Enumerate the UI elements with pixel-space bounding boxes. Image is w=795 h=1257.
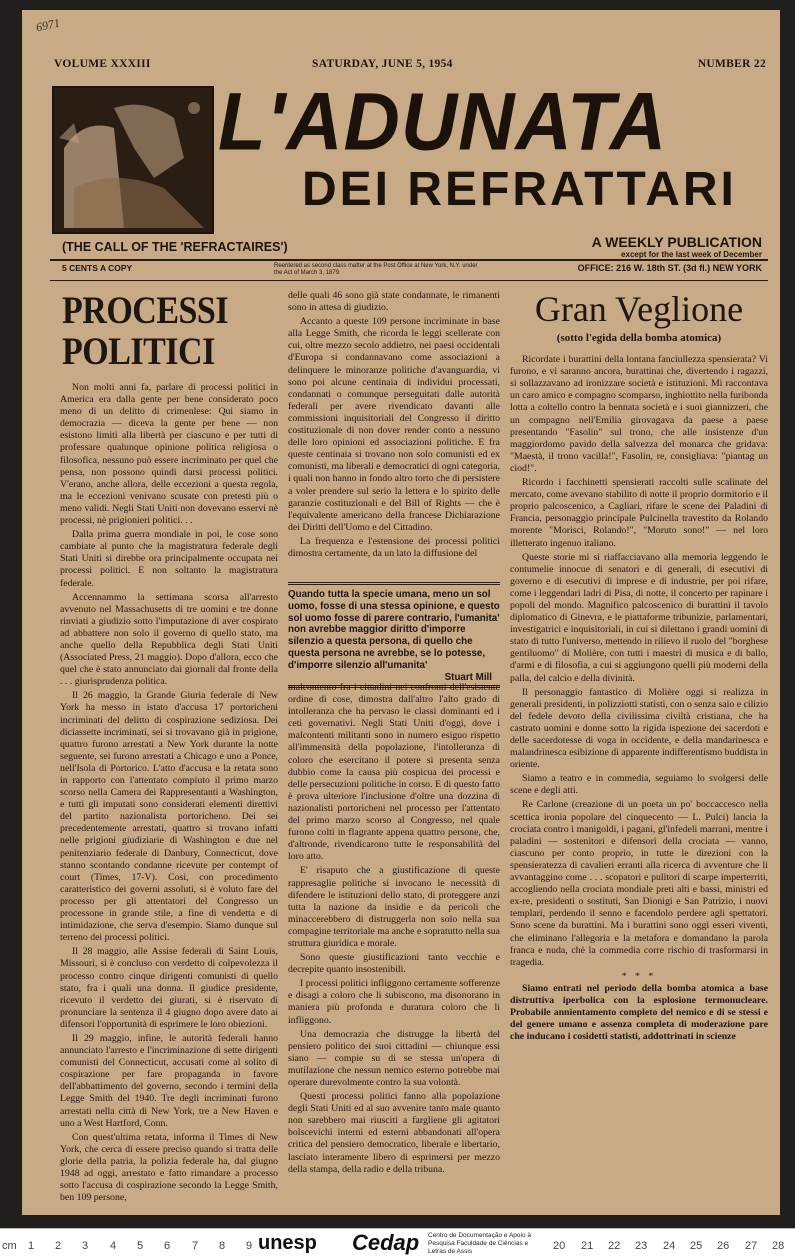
article-gran-veglione bbox=[510, 290, 768, 1210]
paragraph: Questi processi politici fanno alla popolazione degli Stati Uniti ed al suo avvenire tanto male quanto non sarebbero mai riusciti a fargliene gli agitatori bolscevichi interni ed esterni abbandonati all'opera critica del pensiero democratico, liberale e libertario, lasciato interamente libero di esprimersi per mezzo della stampa, della radio e della tribuna. bbox=[288, 1091, 500, 1175]
newspaper-title-line2: DEI REFRATTARI bbox=[302, 163, 737, 216]
cedap-logo: Cedap bbox=[352, 1230, 420, 1255]
ruler-unit: cm bbox=[2, 1240, 17, 1252]
quote-text: Quando tutta la specie umana, meno un sol uomo, fosse di una stessa opinione, e questo sol uomo fosse di parere contrario, l'umanita' non avrebbe maggior diritto d'imporre silenzio a questa persona, di quello che questa persona ne avrebbe, se lo potesse, d'imporre silenzio all'umanita' bbox=[288, 589, 500, 671]
ruler-number: 20 bbox=[553, 1240, 566, 1252]
paragraph: La frequenza e l'estensione dei processi politici dimostra certamente, da un lato la diffusione del bbox=[288, 535, 500, 559]
paragraph: delle quali 46 sono già state condannate, le rimanenti sono in attesa di giudizio. bbox=[288, 290, 500, 314]
masthead bbox=[52, 74, 760, 236]
ruler-number: 1 bbox=[28, 1240, 35, 1252]
price-label: 5 CENTS A COPY bbox=[62, 263, 133, 273]
issue-date: SATURDAY, JUNE 5, 1954 bbox=[312, 58, 453, 70]
ruler-number: 27 bbox=[745, 1240, 758, 1252]
quote-author: Stuart Mill bbox=[444, 671, 492, 683]
unesp-logo: unesp bbox=[258, 1232, 317, 1254]
paragraph: Dalla prima guerra mondiale in poi, le cose sono cambiate al punto che la magistratura federale degli Stati Uniti si direbbe ora principalmente occupata nei processi politici. E non soltanto la magistratura federale. bbox=[60, 529, 278, 589]
ruler-number: 2 bbox=[55, 1240, 62, 1252]
postal-entry-note: Reentered as second class matter at the Post Office at New York, N.Y. under the Act of March 3, 1879. bbox=[274, 263, 478, 276]
section-separator: * * * bbox=[621, 970, 657, 982]
paragraph: Accennammo la settimana scorsa all'arresto avvenuto nel Massachusetts di tre uomini e tre donne rinviati a giudizio sotto l'imputazione di aver cospirato ad abbattere non solo il governo di quello stato, ma anche quello della Repubblica degli Stati Uniti (Associated Press, 21 maggio). Dopo d'allora, ecco che quel che è stato annunciato dai giornali dal fronte della . . . giurisprudenza politica. bbox=[60, 591, 278, 688]
paragraph: Il 26 maggio, la Grande Giuria federale di New York ha messo in istato d'accusa 17 portoricheni incriminati del delitto di cospirazione sediziosa. Dei diciassette incriminati, sei si trovavano già in prigione, quattro furono arrestati a New York durante la notte seguente, sei furono arrestati a Chicago e uno a Ponce, nell'Isola di Portorico. L'atto d'accusa e la retata sono in rapporto con l'attentato compiuto il primo marzo scorso nella Camera dei Rappresentanti a Washington, e tutti gli imputati sono considerati elementi direttivi del partito nazionalista portoricheno. Dei sei precedentemente arrestati, quattro si trovano infatti nelle prigioni giudiziarie di Washington e due nel penitenziario federale di Danbury, Connecticut, dove stanno scontando condanne ricevute per contempt of court (Times, 17-V). Così, con procedimento caratteristico dei governi assoluti, si è voluto fare del processo per gli attentatori del Congresso un processone in grande stile, a fine di vendetta e di intimidazione, che serva d'esempio. Siamo dunque sul terreno dei processi politici. bbox=[60, 690, 278, 944]
article-continuation-top bbox=[288, 290, 500, 580]
paragraph: Queste storie mi si riaffacciavano alla memoria leggendo le contumelie innocue di senatori e di generali, di esecutivi di governo e di esecutivi di imprese e di industrie, per poi rifare, come i leggendari ladri di Pisa, di notte, il concerto per rapinare i popoli del mondo. Magnifico palcoscenico di burattini il tavolo diplomatico di Ginevra, e le piattaforme tribunizie, parlamentari, investigatrici e inquisitoriali, in cui si dilettano i grandi uomini di stato di tutto l'universo, mettendo in rilievo il ruolo del "borghese gentiluomo" di Molière, con tutti i maestri di musica e di ballo, d'armi e di filosofia, a cui si aggiungono quelli più moderni della palla, del calcio e della divinità. bbox=[510, 551, 768, 684]
ruler-number: 4 bbox=[110, 1240, 117, 1252]
article-subtitle: (sotto l'egida della bomba atomica) bbox=[556, 332, 722, 344]
paragraph: I processi politici infliggono certamente sofferenze e disagi a coloro che li subiscono, ma disonorano in maniera più profonda e duratura coloro che li infliggono. bbox=[288, 978, 500, 1026]
paragraph: Non molti anni fa, parlare di processi politici in America era dalla gente per bene considerato poco meno di un delitto di crimenlese: Qui siamo in democrazia — diceva la gente per bene — non esistono limiti alla libertà per ciascuno e per tutti di professare qualunque opinione politica religiosa o filosofica, nessuno può essere incriminato per quel che pensa, non possono quindi darsi processi politici. V'erano, anche allora, delle eccezioni a questa regola, ma le eccezioni venivano scusate con pretesti più o meno validi. Negli Stati Uniti non dovevano esservi nè processi, nè prigionieri politici. . . bbox=[60, 382, 278, 527]
ruler-number: 24 bbox=[663, 1240, 676, 1252]
scan-footer bbox=[0, 1228, 795, 1257]
ruler-number: 21 bbox=[581, 1240, 594, 1252]
cedap-caption: Centro de Documentação e Apoio à Pesquisa Faculdade de Ciências e Letras de Assis bbox=[428, 1232, 531, 1255]
publication-frequency bbox=[592, 234, 762, 259]
weekly-label: A WEEKLY PUBLICATION bbox=[591, 234, 762, 250]
masthead-illustration bbox=[52, 86, 214, 234]
divider bbox=[50, 280, 768, 281]
ruler-number: 6 bbox=[164, 1240, 171, 1252]
paragraph: Il 28 maggio, alle Assise federali di Saint Louis, Missouri, si è concluso con verdetto di colpevolezza il processo contro cinque dirigenti comunisti di quello stato, fra i quali una donna. Il giudice presidente, ricevuto il verdetto dei giurati, si è riservato di pronunciare la sentenza il 4 giugno dopo avere dato ai difensori l'opportunità di esprimere le loro obiezioni. bbox=[60, 946, 278, 1030]
handwritten-note: 6971 bbox=[34, 15, 62, 35]
weekly-note: except for the last week of December bbox=[621, 250, 762, 259]
volume-label: VOLUME XXXIII bbox=[54, 58, 151, 70]
paragraph: Ricordo i facchinetti spensierati raccolti sulle scalinate del mercato, come avevano stabilito di notte il proprio dormitorio e il proprio palcoscenico, a Cagliari, rifare le scene dei Paladini di Francia, personaggio principale Pulcinella travestito da Rolando morente "Morisci, Rolando!", "Moruto sono!" — nel loro illetterato ingenuo italiano. bbox=[510, 477, 768, 549]
paragraph: E' risaputo che a giustificazione di queste rappresaglie politiche si invocano le necessità di difendere le istituzioni dello stato, di proteggere anzi tutta la nazione da insidie e da pericoli che minaccerebbero di distruggerla non solo nella sua compagine territoriale ma anche e sopratutto nella sua struttura giuridica e morale. bbox=[288, 865, 500, 949]
ruler-number: 9 bbox=[246, 1240, 253, 1252]
ruler-number: 7 bbox=[192, 1240, 199, 1252]
paragraph: Ricordate i burattini della lontana fanciullezza spensierata? Vi furono, e vi saranno ancora, burattinai che, divertendo i ragazzi, si sollazzavano ad ironizzare società e istituzioni. Mi raccontava un caro amico e compagno scomparso, inghiottito nella furibonda lotta a coltello contro la bennata società e i suoi giannizzeri, che un compagno nell'Emilia girovagava da paese a paese presentando "Fasolin" sul trono, che alle insistenze d'un maggiordomo pavido della salvezza del monarca che gridava: "Maestà, il trono vacilla!", Fasolin, re, consigliava: "piantag un ciod!". bbox=[510, 354, 768, 474]
paragraph: Siamo entrati nel periodo della bomba atomica a base distruttiva iperbolica con la esplosione termonucleare. Probabile annientamento completo del nemico e di se stessi e del genere umano e assenza completa di moderazione pare che inducano i cosidetti statisti, addottrinati in scienze bbox=[510, 982, 768, 1043]
paragraph: Una democrazia che distrugge la libertà del pensiero politico dei suoi cittadini — chiunque essi siano — compie su di se stessa un'opera di mutilazione che nessun nemico esterno potrebbe mai operare durevolmente contro la sua volontà. bbox=[288, 1028, 500, 1088]
article-processi-politici bbox=[60, 290, 278, 1210]
paragraph: Re Carlone (creazione di un poeta un po' boccaccesco nella scettica ironia popolare del cinquecento — L. Pulci) lancia la crociata contro i manigoldi, i pagani, gl'infedeli marrani, mentre i paladini — sostenitori e difensori della crociata — vanno, ciascuno per conto proprio, in tutte le direzioni con la spensieratezza di cavalieri erranti alla ricerca di avventure che li avvantaggino come . . . scopatori e pulitori di scarpe imperterriti, accogliendo nella crociata mondiale preti alti e bassi, ministri ed ex-re, presidenti o sostituti, San Dionigi e San Patrizio, i nuovi templari, perdendo il senno e facendolo perdere agli spettatori. Sono scene da burattini. Ma i burattini sono oggi esseri viventi, che eliminano l'allegoria e la metafora e domandano la parola franca e nuda, chè la commedia corre rischio di trasformarsi in tragedia. bbox=[510, 799, 768, 968]
paragraph: malcontento fra i cittadini nei confronti dell'esistente ordine di cose, dimostra dall'altro l'alto grado di intolleranza che ha pervaso le classi dominanti ed i ceti governativi. Negli Stati Uniti d'oggi, dove i malcontenti militanti sono in numero esiguo rispetto all'immensità della popolazione, l'intolleranza di coloro che esercitano il potere si presenta senza dubbio come la causa più cospicua dei processi e delle persecuzioni politiche in corso. E di questo fatto è prova ulteriore l'inclusione d'oltre una dozzina di nazionalisti portoricheni nel processo per l'attentato del primo marzo scorso al Congresso, nel quale furono colti in flagrante appena quattro persone, che, d'altronde, rivendicarono tutte le responsabilità del loro atto. bbox=[288, 682, 500, 863]
ruler-number: 28 bbox=[772, 1240, 785, 1252]
ruler-number: 3 bbox=[82, 1240, 89, 1252]
issue-number: NUMBER 22 bbox=[697, 58, 766, 70]
divider bbox=[50, 259, 768, 261]
newspaper-page bbox=[22, 10, 780, 1215]
pull-quote bbox=[288, 582, 500, 688]
paragraph: Il personaggio fantastico di Molière oggi si realizza in generali presidenti, in polizziotti statisti, con o senza saio e cilizio del fedele devoto della civilissima civiltà cristiana, che ha castrato uomini e donne sotto la rigida ispezione dei sacerdoti e delle sacerdotesse di voga in occidente, e della mandarinesca e malandrinesca esibizione di apparente indifferentismo buddista in oriente. bbox=[510, 686, 768, 771]
article-continuation-bottom bbox=[288, 682, 500, 1210]
paragraph: Siamo a teatro e in commedia, seguiamo lo svolgersi delle scene e degli atti. bbox=[510, 773, 768, 797]
newspaper-title: L'ADUNATA bbox=[218, 74, 668, 168]
ruler-number: 8 bbox=[219, 1240, 226, 1252]
masthead-subtitle: (THE CALL OF THE 'REFRACTAIRES') bbox=[62, 240, 288, 254]
office-address: OFFICE: 216 W. 18th ST. (3d fl.) NEW YORK bbox=[577, 263, 762, 273]
paragraph: Con quest'ultima retata, informa il Times di New York, che cerca di essere preciso quando si tratta delle glorie della patria, la polizia federale ha, dal giugno 1948 ad oggi, arrestato e fatto rimandare a processo sotto l'accusa di cospirazione secondo la Legge Smith, ben 109 persone, bbox=[60, 1131, 278, 1204]
ruler-number: 22 bbox=[608, 1240, 621, 1252]
ruler-number: 23 bbox=[635, 1240, 648, 1252]
paragraph: Sono queste giustificazioni tanto vecchie e decrepite quanto insostenibili. bbox=[288, 952, 500, 976]
article-title: PROCESSI POLITICI bbox=[62, 290, 229, 374]
ruler-number: 25 bbox=[690, 1240, 703, 1252]
ruler-number: 26 bbox=[717, 1240, 730, 1252]
ruler-number: 5 bbox=[137, 1240, 144, 1252]
article-title: Gran Veglione bbox=[534, 290, 744, 329]
paragraph: Il 29 maggio, infine, le autorità federali hanno annunciato l'arresto e l'incriminazione di sette dirigenti comunisti del Connecticut, accusati come al solito di cospirazione per fare propaganda in favore dell'abbattimento del governo, secondo i termini della Legge Smith del 1940. Tre degli incriminati furono arrestati nella città di New York, tre a New Haven e uno a West Hartford, Conn. bbox=[60, 1032, 278, 1129]
paragraph: Accanto a queste 109 persone incriminate in base alla Legge Smith, che ricorda le leggi scellerate con cui, oltre mezzo secolo addietro, nei paesi occidentali d'Europa si condannavano come associazioni a delinquere le minoranze politiche d'avanguardia, vi sono poi alcune centinaia di individui processati, condannati o comunque perseguitati dalle autorità federali per avere rivendicato davanti alle commissioni inquisitoriali del Congresso il diritto costituzionale di non dover render conto a nessuno delle loro opinioni ed associazioni politiche. E fra queste centinaia si trovano non solo comunisti ed ex comunisti, ma liberali e democratici di ogni categoria, i quali non hanno in fondo altro torto che di persistere a voler prendere sul serio la lettera e lo spirito delle garanzie costituzionali e del Bill of Rights — che è l'equivalente americano della francese Dichiarazione dei Diritti dell'Uomo e del Cittadino. bbox=[288, 316, 500, 533]
